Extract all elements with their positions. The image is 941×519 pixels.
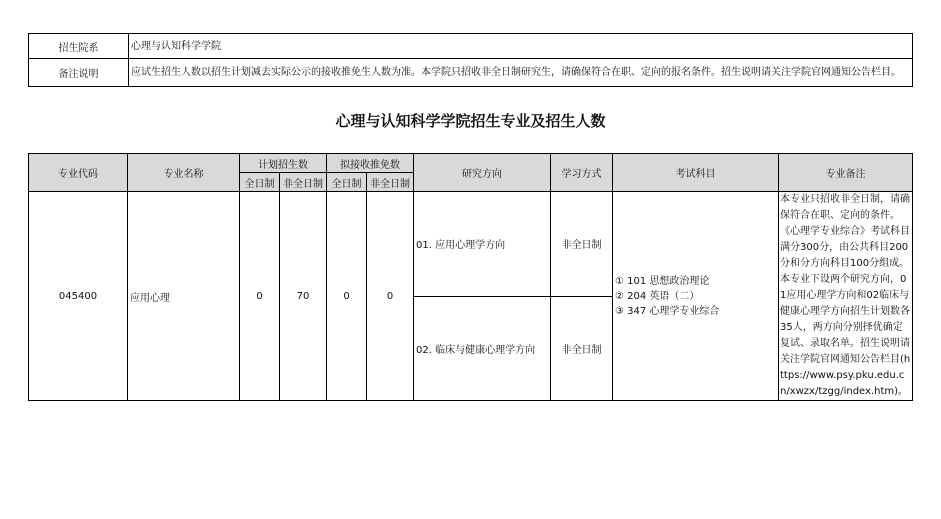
header-plan-full-time: 全日制 (240, 173, 280, 192)
row-name: 应用心理 (128, 192, 240, 401)
enrollment-table (28, 153, 913, 401)
header-recommend: 拟接收推免数 (327, 154, 414, 173)
header-name: 专业名称 (128, 154, 240, 192)
study-mode-1: 非全日制 (551, 192, 613, 297)
study-mode-2: 非全日制 (551, 296, 613, 401)
row-plan-part: 70 (280, 192, 327, 401)
exam-subject-1: ① 101 思想政治理论 (615, 275, 710, 287)
header-direction: 研究方向 (414, 154, 551, 192)
major-note: 本专业只招收非全日制，请确保符合在职、定向的条件。《心理学专业综合》考试科目满分300分，由公共科目200分和分方向科目100分组成。本专业下设两个研究方向，01应用心理学方向和02临床与健康心理学方向招生计划数各35人，两方向分别择优确定复试、录取名单。招生说明请关注学院官网通知公告栏目(https://www.psy.pku.edu.cn/xwzx/tzgg/index.htm)。 (779, 192, 913, 401)
row-rec-full: 0 (327, 192, 367, 401)
header-code: 专业代码 (29, 154, 128, 192)
row-code: 045400 (29, 192, 128, 401)
header-rec-full-time: 全日制 (327, 173, 367, 192)
exam-subjects (613, 192, 779, 401)
header-exam: 考试科目 (613, 154, 779, 192)
direction-2: 02. 临床与健康心理学方向 (414, 296, 551, 401)
page-title: 心理与认知科学学院招生专业及招生人数 (335, 112, 606, 130)
header-study-mode: 学习方式 (551, 154, 613, 192)
exam-subject-2: ② 204 英语（二） (615, 290, 700, 302)
row-rec-part: 0 (367, 192, 414, 401)
header-plan: 计划招生数 (240, 154, 327, 173)
header-rec-part-time: 非全日制 (367, 173, 414, 192)
remark-label: 备注说明 (29, 59, 129, 87)
header-plan-part-time: 非全日制 (280, 173, 327, 192)
info-table (28, 33, 913, 87)
department-value: 心理与认知科学学院 (129, 34, 913, 59)
remark-value: 应试生招生人数以招生计划减去实际公示的接收推免生人数为准。本学院只招收非全日制研究生，请确保符合在职、定向的报名条件。招生说明请关注学院官网通知公告栏目。 (129, 59, 913, 87)
direction-1: 01. 应用心理学方向 (414, 192, 551, 297)
exam-subject-3: ③ 347 心理学专业综合 (615, 305, 720, 317)
department-label: 招生院系 (29, 34, 129, 59)
header-note: 专业备注 (779, 154, 913, 192)
row-plan-full: 0 (240, 192, 280, 401)
